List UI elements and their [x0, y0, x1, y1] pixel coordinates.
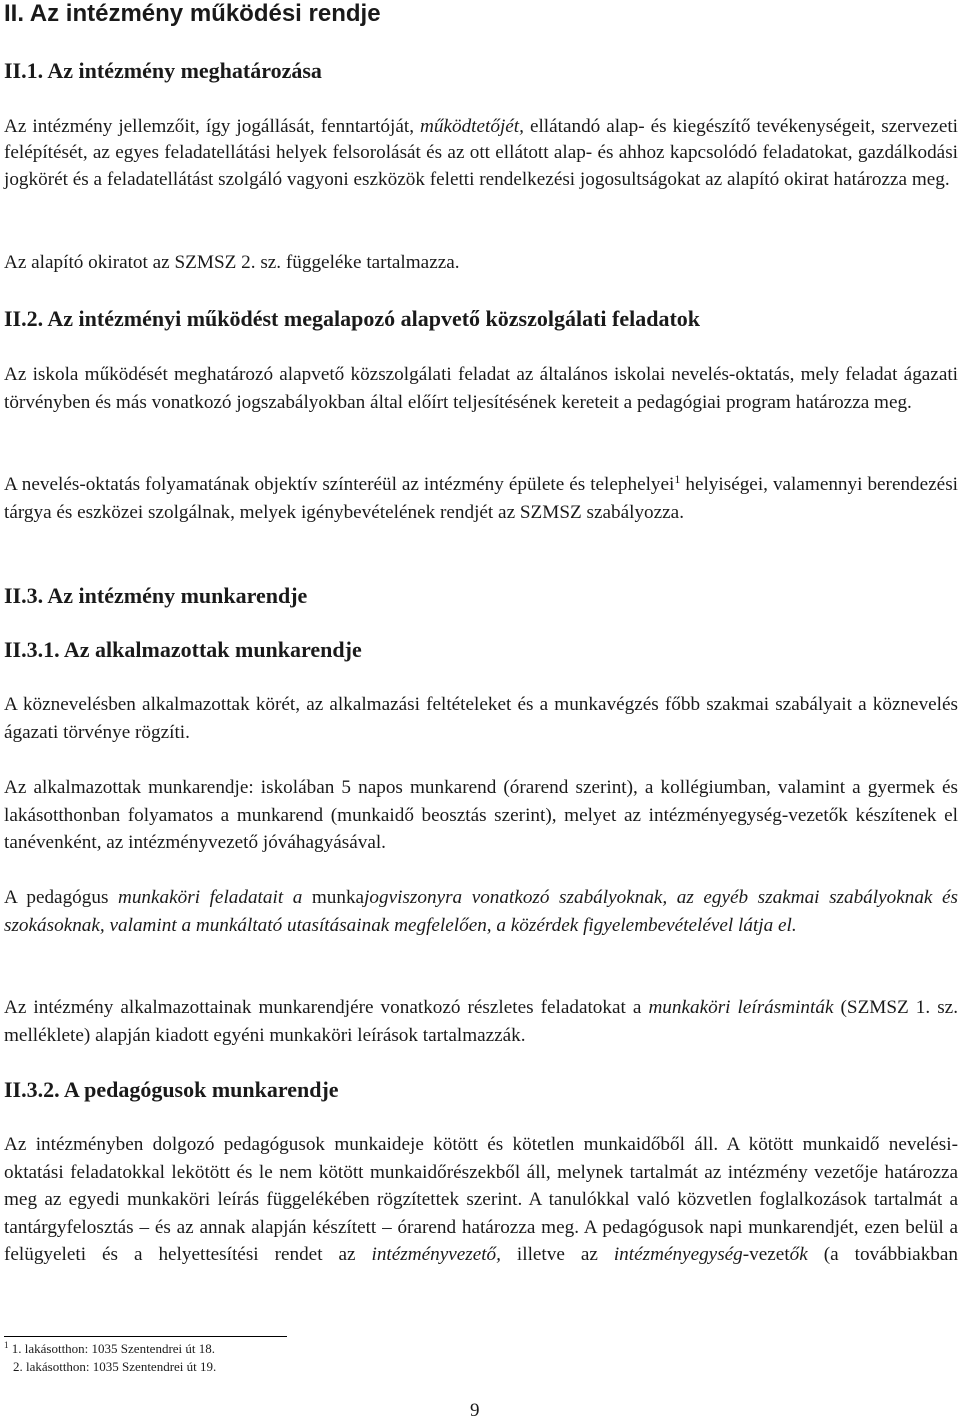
paragraph-ii31-job-descriptions	[4, 994, 958, 1049]
italic-run: jogviszonyra vonatkozó szabályoknak, az egyéb szakmai szabályoknak és szokásoknak, valamint a munkáltató utasításainak megfelelően, a közérdek figyelembevételével látja el.	[4, 887, 958, 936]
text-run: illetve az	[500, 1244, 614, 1266]
text-run: munka	[302, 887, 365, 908]
text-run: (a továbbiakban	[807, 1244, 958, 1266]
italic-run: ők	[789, 1244, 808, 1266]
footnote-marker: 1	[674, 472, 681, 486]
text-run: vezet	[749, 1244, 790, 1266]
heading-ii-3-2: II.3.2. A pedagógusok munkarendje	[4, 1077, 339, 1102]
text-run: A pedagógus	[4, 887, 118, 908]
text-run: Az intézményben dolgozó pedagógusok munkaideje kötött és kötetlen munkaidőből áll. A kötött munkaidő nevelési-oktatási feladatokkal lekötött és le nem kötött munkaidőrészekből áll, melynek tartalmát az intézmény vezetője határozza meg az egyedi munkaköri leírás függelékében rögzítettek szerint. A tanulókkal való közvetlen foglalkozások tartalmát a tantárgyfelosztás – és az annak alapján készített – órarend határozza meg. A pedagógusok napi munkarendjét, ezen belül a felügyeleti és a helyettesítési rendet az	[4, 1134, 958, 1266]
heading-ii: II. Az intézmény működési rendje	[4, 0, 381, 27]
italic-run: intézményvezető,	[371, 1244, 501, 1266]
text-run: Az intézmény alkalmazottainak munkarendjére vonatkozó részletes feladatokat a	[4, 997, 649, 1018]
italic-run: intézményegység-	[613, 1244, 750, 1266]
footnote-text: 1. lakásotthon: 1035 Szentendrei út 18.	[8, 1341, 216, 1356]
paragraph-ii31-teacher-duties	[4, 884, 958, 939]
paragraph-ii1-appendix-ref: Az alapító okiratot az SZMSZ 2. sz. függeléke tartalmazza.	[4, 252, 460, 273]
heading-ii-1: II.1. Az intézmény meghatározása	[4, 58, 322, 83]
text-run: Az intézmény jellemzőit, így jogállását, fenntartóját,	[4, 116, 421, 137]
heading-ii-3-1: II.3.1. Az alkalmazottak munkarendje	[4, 637, 362, 662]
footnote-1-continued: 2. lakásotthon: 1035 Szentendrei út 19.	[13, 1359, 217, 1374]
text-run: (SZMSZ 1. sz. melléklete) alapján kiadott egyéni munkaköri leírások tartalmazzák.	[4, 997, 958, 1046]
paragraph-ii31-scope: A köznevelésben alkalmazottak körét, az alkalmazási feltételeket és a munkavégzés főbb szakmai szabályait a köznevelés ágazati törvénye rögzíti.	[4, 694, 958, 743]
italic-run: munkaköri leírásminták	[648, 997, 834, 1018]
text-run: helyiségei, valamennyi berendezési tárgya és eszközei szolgálnak, melyek igénybevételének rendjét az SZMSZ szabályozza.	[4, 474, 958, 523]
text-run: ellátandó alap- és kiegészítő tevékenységeit, szervezeti felépítését, az egyes feladatellátási helyek felsorolását és az ott ellátott alap- és ahhoz kapcsolódó feladatokat, gazdálkodási jogkörét és a feladatellátást szolgáló vagyoni eszközök feletti rendelkezési jogosultságokat az alapító okirat határozza meg.	[4, 116, 958, 190]
paragraph-ii32-working-time	[4, 1131, 958, 1269]
paragraph-ii31-schedule: Az alkalmazottak munkarendje: iskolában 5 napos munkarend (órarend szerint), a kollégiumban, valamint a gyermek és lakásotthonban folyamatos a munkarend (munkaidő beosztás szerint), melyet az intézményegység-vezetők készítenek el tanévenként, az intézményvezető jóváhagyásával.	[4, 777, 958, 854]
footnote-number: 1	[4, 1340, 9, 1350]
footnote-divider	[4, 1336, 287, 1337]
paragraph-ii1-definition	[4, 114, 958, 193]
italic-run: munkaköri feladatait a	[117, 887, 303, 908]
page-number: 9	[470, 1400, 480, 1421]
paragraph-ii2-venues	[4, 471, 958, 526]
paragraph-ii2-public-duties: Az iskola működését meghatározó alapvető közszolgálati feladat az általános iskolai nevelés-oktatás, mely feladat ágazati törvényben és más vonatkozó jogszabályokban által előírt teljesítésének kereteit a pedagógiai program határozza meg.	[4, 364, 958, 413]
text-run: A nevelés-oktatás folyamatának objektív színteréül az intézmény épülete és telephelyei	[4, 474, 675, 495]
italic-run: működtetőjét,	[420, 116, 524, 137]
heading-ii-3: II.3. Az intézmény munkarendje	[4, 583, 308, 608]
footnote-1	[4, 1341, 215, 1357]
heading-ii-2: II.2. Az intézményi működést megalapozó alapvető közszolgálati feladatok	[4, 306, 701, 331]
